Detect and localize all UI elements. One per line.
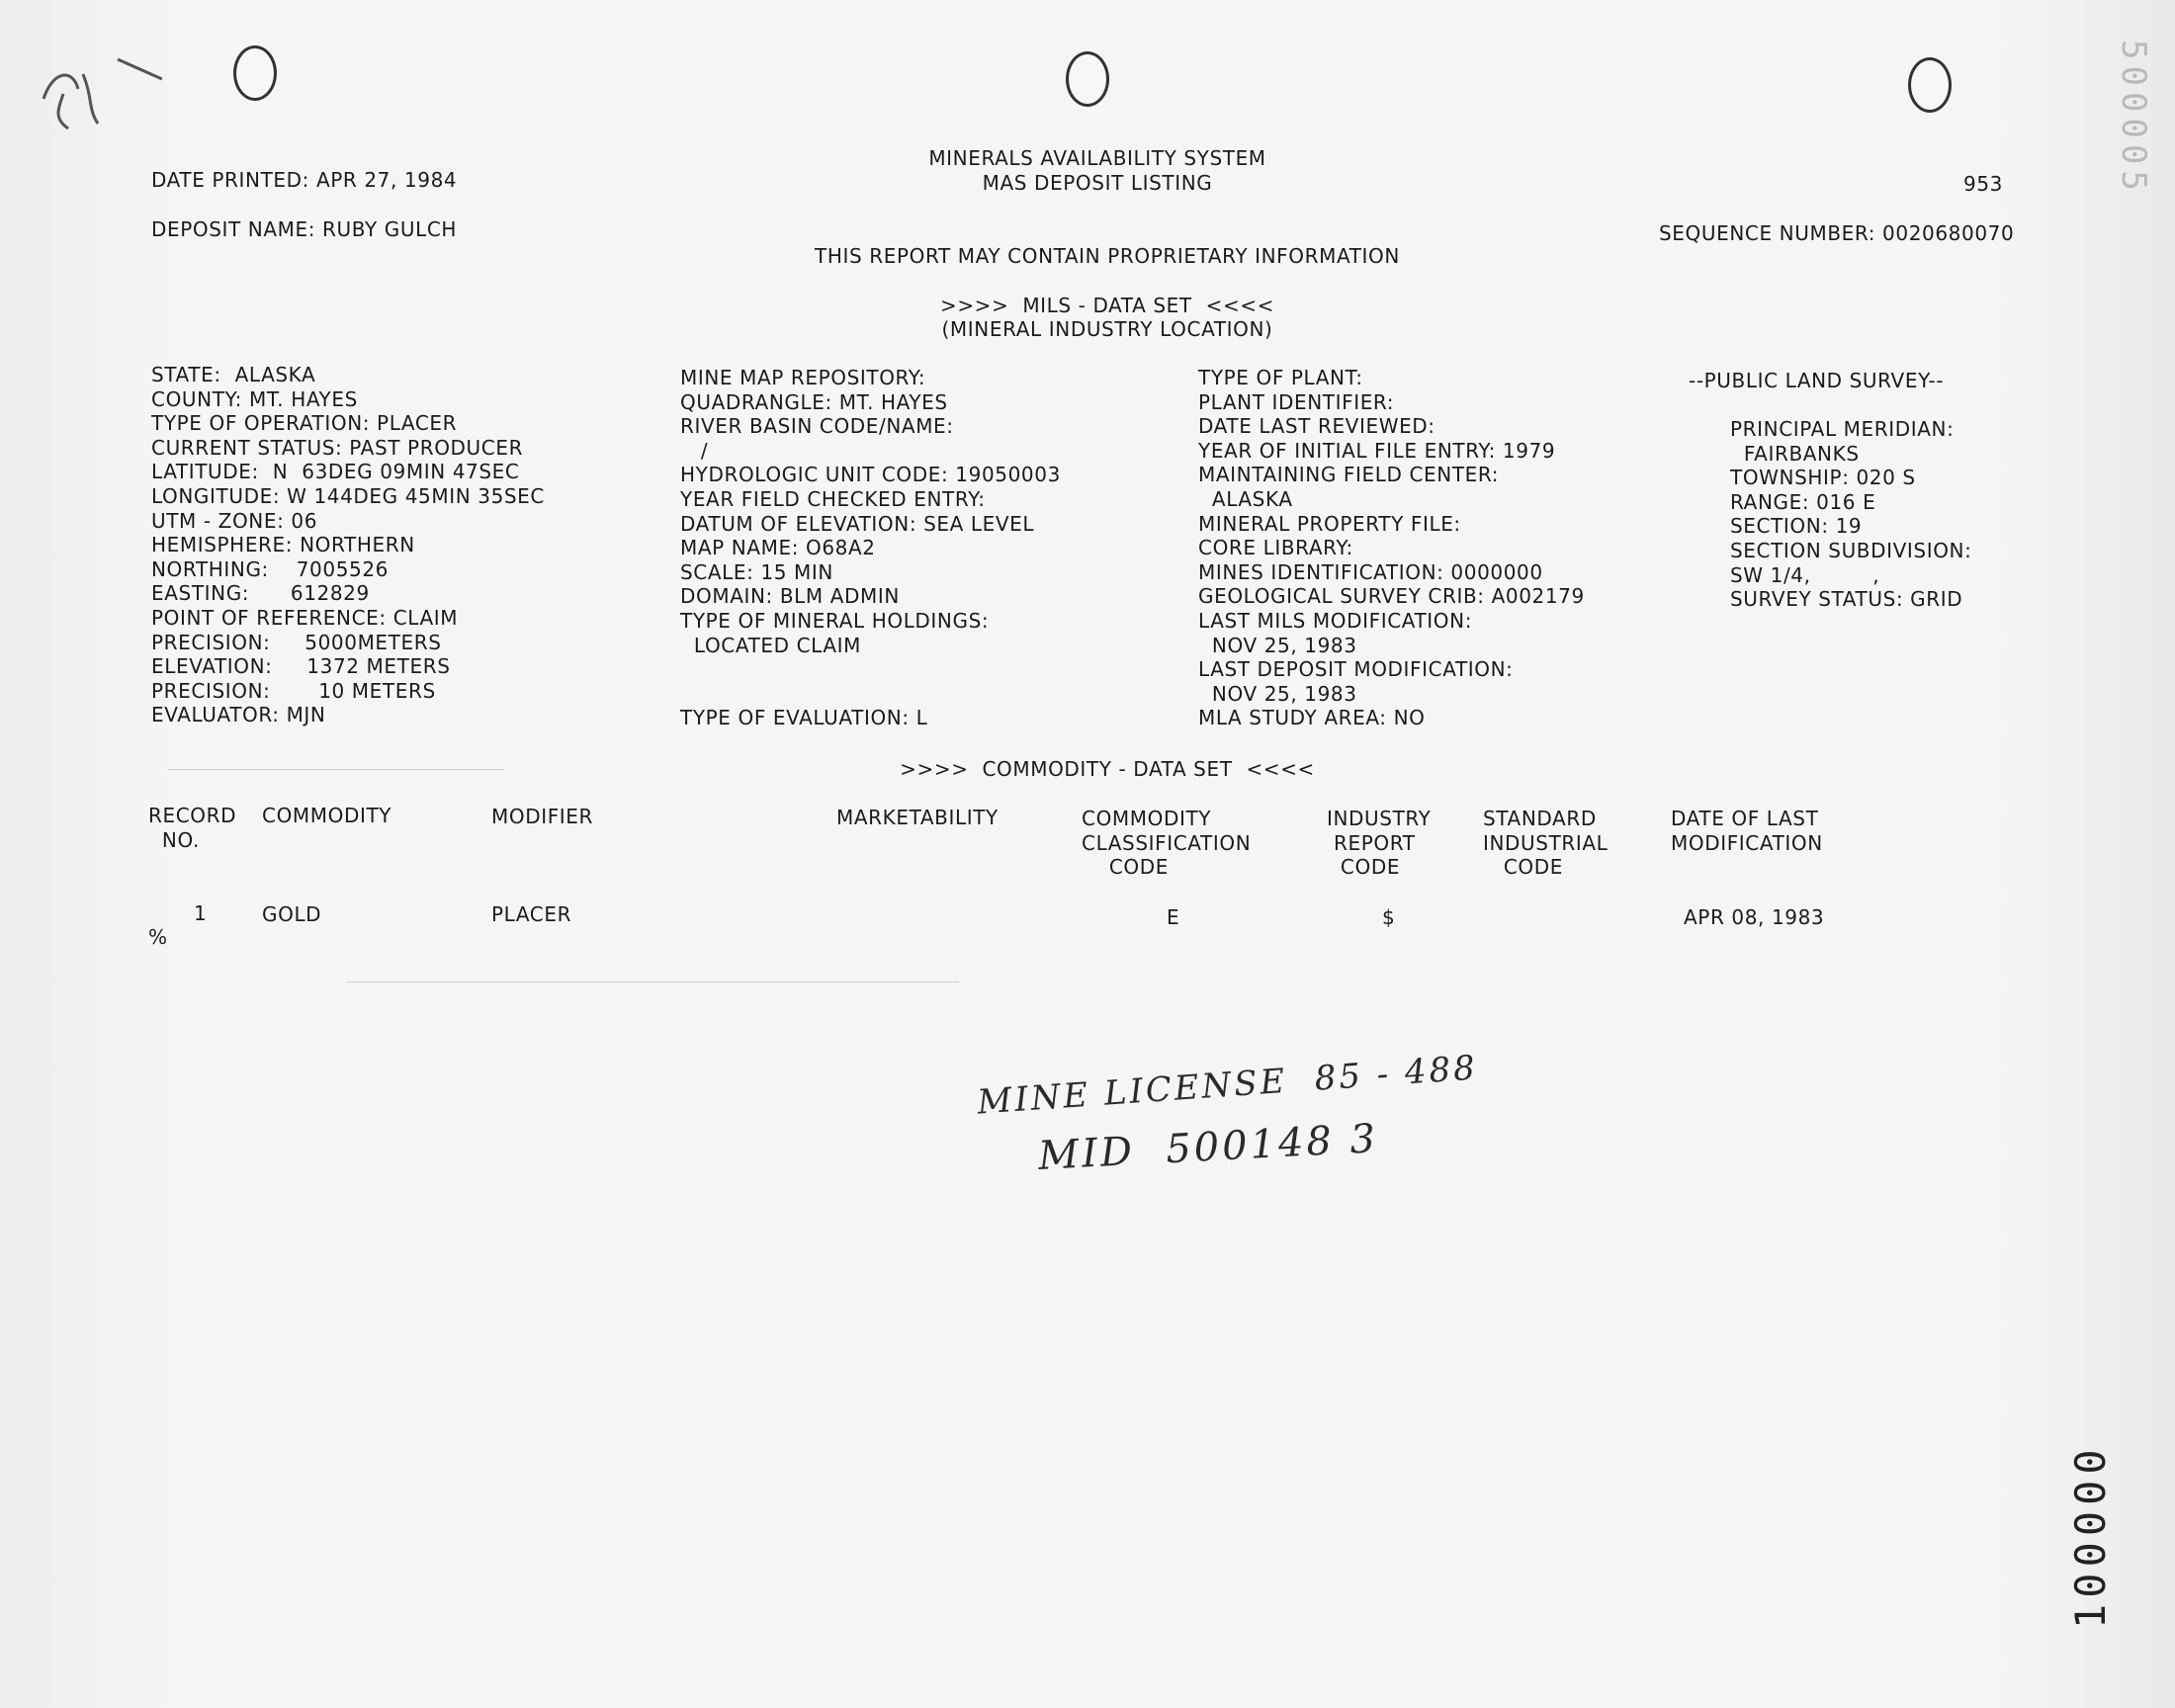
mils-column-map <box>680 366 1061 730</box>
cell-date-last-modification: APR 08, 1983 <box>1684 905 1825 929</box>
header-modifier: MODIFIER <box>491 805 594 828</box>
field-northing: NORTHING: 7005526 <box>151 556 389 581</box>
field-year-initial-entry: YEAR OF INITIAL FILE ENTRY: 1979 <box>1198 438 1556 463</box>
stamp-number-top-right: 500005 <box>2114 40 2153 197</box>
field-range: RANGE: 016 E <box>1730 489 1876 514</box>
field-geological-survey-crib: GEOLOGICAL SURVEY CRIB: A002179 <box>1198 584 1585 609</box>
field-state: STATE: ALASKA <box>151 363 316 386</box>
field-survey-status: SURVEY STATUS: GRID <box>1730 587 1963 612</box>
field-elevation: ELEVATION: 1372 METERS <box>151 654 451 679</box>
sequence-number: SEQUENCE NUMBER: 0020680070 <box>1659 221 2015 245</box>
field-mineral-holdings-value: LOCATED CLAIM <box>680 633 861 657</box>
field-mineral-property-file: MINERAL PROPERTY FILE: <box>1198 511 1461 536</box>
cell-industry-report-code: $ <box>1382 905 1396 929</box>
field-domain: DOMAIN: BLM ADMIN <box>680 584 900 609</box>
commodity-section-title: >>>> COMMODITY - DATA SET <<<< <box>900 757 1315 781</box>
field-river-basin: RIVER BASIN CODE/NAME: <box>680 414 954 439</box>
blank-line <box>680 682 1061 707</box>
cell-commodity: GOLD <box>262 902 322 926</box>
field-principal-meridian-value: FAIRBANKS <box>1730 441 1860 466</box>
proprietary-notice: THIS REPORT MAY CONTAIN PROPRIETARY INFORMATION <box>815 244 1400 268</box>
cell-record-no: 1 <box>194 901 208 925</box>
punch-hole-right <box>1908 57 1952 113</box>
handwritten-mid-number: MID 500148 3 <box>1037 1116 1380 1179</box>
field-quadrangle: QUADRANGLE: MT. HAYES <box>680 389 948 414</box>
field-principal-meridian: PRINCIPAL MERIDIAN: <box>1730 417 1955 441</box>
deposit-name: DEPOSIT NAME: RUBY GULCH <box>151 217 458 241</box>
field-mineral-holdings: TYPE OF MINERAL HOLDINGS: <box>680 608 990 633</box>
field-section-subdivision-value: SW 1/4, , <box>1730 562 1880 587</box>
field-easting: EASTING: 612829 <box>151 581 370 606</box>
field-precision-elevation: PRECISION: 10 METERS <box>151 678 436 703</box>
stamp-number-bottom-right: 100000 <box>2066 1443 2115 1629</box>
field-datum-of-elevation: DATUM OF ELEVATION: SEA LEVEL <box>680 511 1035 536</box>
field-mines-identification: MINES IDENTIFICATION: 0000000 <box>1198 559 1543 584</box>
field-last-mils-modification: LAST MILS MODIFICATION: <box>1198 608 1473 633</box>
field-year-field-checked: YEAR FIELD CHECKED ENTRY: <box>680 486 986 511</box>
header-industry-report-code: INDUSTRY REPORT CODE <box>1327 807 1432 880</box>
field-map-name: MAP NAME: O68A2 <box>680 536 876 560</box>
listing-title: MAS DEPOSIT LISTING <box>982 171 1213 195</box>
blank-line <box>680 657 1061 682</box>
field-section-subdivision: SECTION SUBDIVISION: <box>1730 538 1972 562</box>
field-last-deposit-modification-date: NOV 25, 1983 <box>1198 681 1357 706</box>
public-land-survey-title: --PUBLIC LAND SURVEY-- <box>1689 369 1945 392</box>
row-marker: % <box>148 925 168 949</box>
mils-section-title: >>>> MILS - DATA SET <<<< <box>939 294 1275 317</box>
header-classification-code: COMMODITY CLASSIFICATION CODE <box>1082 807 1252 880</box>
cell-modifier: PLACER <box>491 902 572 926</box>
field-precision-location: PRECISION: 5000METERS <box>151 630 442 654</box>
header-commodity: COMMODITY <box>262 804 392 827</box>
system-title: MINERALS AVAILABILITY SYSTEM <box>928 146 1266 170</box>
header-record-no: RECORD NO. <box>148 804 237 852</box>
field-plant-identifier: PLANT IDENTIFIER: <box>1198 389 1395 414</box>
handwritten-mine-license: MINE LICENSE 85 - 488 <box>976 1048 1479 1123</box>
field-evaluator: EVALUATOR: MJN <box>151 703 326 727</box>
field-county: COUNTY: MT. HAYES <box>151 386 358 411</box>
field-utm-zone: UTM - ZONE: 06 <box>151 508 318 533</box>
field-type-of-plant: TYPE OF PLANT: <box>1198 366 1363 389</box>
field-operation-type: TYPE OF OPERATION: PLACER <box>151 411 458 436</box>
field-maintaining-center-value: ALASKA <box>1198 486 1293 511</box>
field-latitude: LATITUDE: N 63DEG 09MIN 47SEC <box>151 460 520 484</box>
punch-hole-center <box>1066 51 1109 107</box>
field-type-of-evaluation: TYPE OF EVALUATION: L <box>680 706 928 730</box>
header-standard-industrial-code: STANDARD INDUSTRIAL CODE <box>1483 807 1609 880</box>
field-mla-study-area: MLA STUDY AREA: NO <box>1198 706 1426 730</box>
header-marketability: MARKETABILITY <box>836 806 999 829</box>
field-township: TOWNSHIP: 020 S <box>1730 466 1916 490</box>
mils-column-location <box>151 363 545 727</box>
field-hydrologic-unit-code: HYDROLOGIC UNIT CODE: 19050003 <box>680 463 1061 487</box>
field-last-deposit-modification: LAST DEPOSIT MODIFICATION: <box>1198 657 1514 682</box>
cell-classification-code: E <box>1167 905 1180 929</box>
field-date-last-reviewed: DATE LAST REVIEWED: <box>1198 414 1436 439</box>
field-section: SECTION: 19 <box>1730 514 1863 539</box>
field-last-mils-modification-date: NOV 25, 1983 <box>1198 633 1357 657</box>
field-current-status: CURRENT STATUS: PAST PRODUCER <box>151 435 524 460</box>
punch-hole-left <box>233 45 277 101</box>
divider-line <box>168 769 504 770</box>
date-printed: DATE PRINTED: APR 27, 1984 <box>151 168 458 192</box>
page-number: 953 <box>1963 172 2003 196</box>
mils-section-subtitle: (MINERAL INDUSTRY LOCATION) <box>941 317 1273 341</box>
field-hemisphere: HEMISPHERE: NORTHERN <box>151 533 415 557</box>
field-mine-map-repository: MINE MAP REPOSITORY: <box>680 366 926 389</box>
field-longitude: LONGITUDE: W 144DEG 45MIN 35SEC <box>151 483 545 508</box>
field-scale: SCALE: 15 MIN <box>680 559 833 584</box>
field-core-library: CORE LIBRARY: <box>1198 536 1353 560</box>
mils-column-files <box>1198 366 1585 730</box>
field-point-of-reference: POINT OF REFERENCE: CLAIM <box>151 605 459 630</box>
mils-column-land-survey <box>1730 417 1971 612</box>
field-maintaining-center: MAINTAINING FIELD CENTER: <box>1198 463 1500 487</box>
header-date-last-modification: DATE OF LAST MODIFICATION <box>1671 807 1823 855</box>
corner-scribble-icon <box>24 40 162 138</box>
field-river-basin-value: / <box>680 438 709 463</box>
